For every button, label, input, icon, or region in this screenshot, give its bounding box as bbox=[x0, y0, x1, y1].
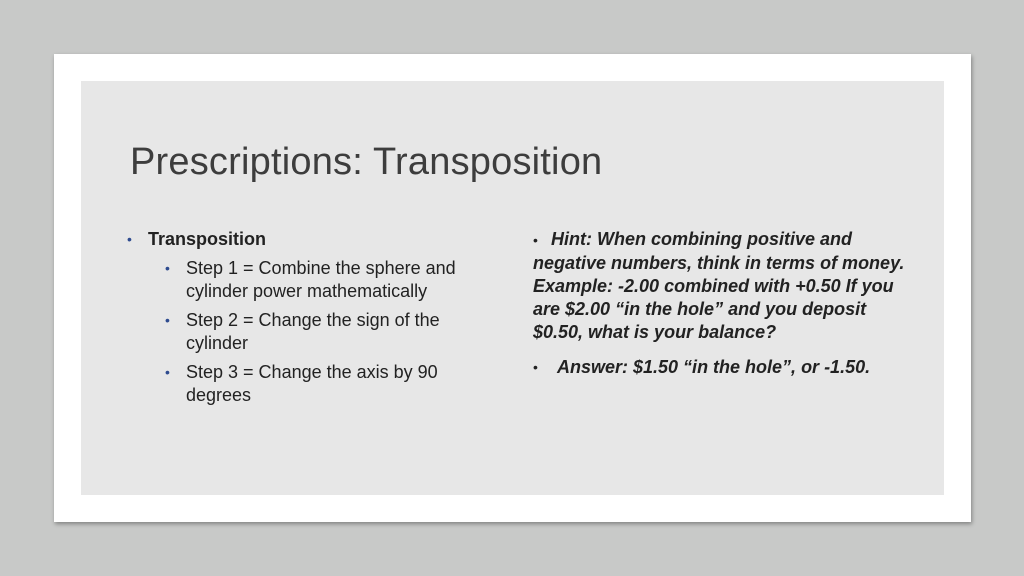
left-content-column bbox=[127, 228, 487, 413]
bullet-item-transposition bbox=[127, 228, 487, 251]
steps-list bbox=[165, 257, 487, 407]
bullet-dot-icon: • bbox=[165, 260, 170, 276]
slide-content-panel bbox=[81, 81, 944, 495]
step-item-1 bbox=[165, 257, 487, 303]
answer-text: Answer: $1.50 “in the hole”, or -1.50. bbox=[557, 357, 871, 377]
bullet-dot-icon: • bbox=[533, 359, 538, 375]
step-text: Step 2 = Change the sign of the cylinder bbox=[186, 310, 440, 353]
bullet-dot-icon: • bbox=[165, 364, 170, 380]
bullet-dot-icon: • bbox=[533, 232, 538, 248]
hint-item bbox=[533, 228, 913, 344]
step-text: Step 3 = Change the axis by 90 degrees bbox=[186, 362, 438, 405]
step-text: Step 1 = Combine the sphere and cylinder power mathematically bbox=[186, 258, 456, 301]
bullet-dot-icon: • bbox=[165, 312, 170, 328]
right-content-column bbox=[533, 228, 913, 379]
hint-text: Hint: When combining positive and negative numbers, think in terms of money. Example: -2.00 combined with +0.50 If you are $2.00 “in the hole” and you deposit $0.50, what is your balance? bbox=[533, 229, 905, 342]
bullet-dot-icon: • bbox=[127, 231, 132, 247]
answer-item bbox=[533, 356, 913, 379]
slide-title: Prescriptions: Transposition bbox=[130, 141, 603, 183]
step-item-3 bbox=[165, 361, 487, 407]
step-item-2 bbox=[165, 309, 487, 355]
bullet-heading: Transposition bbox=[148, 229, 267, 249]
slide-frame bbox=[54, 54, 971, 522]
